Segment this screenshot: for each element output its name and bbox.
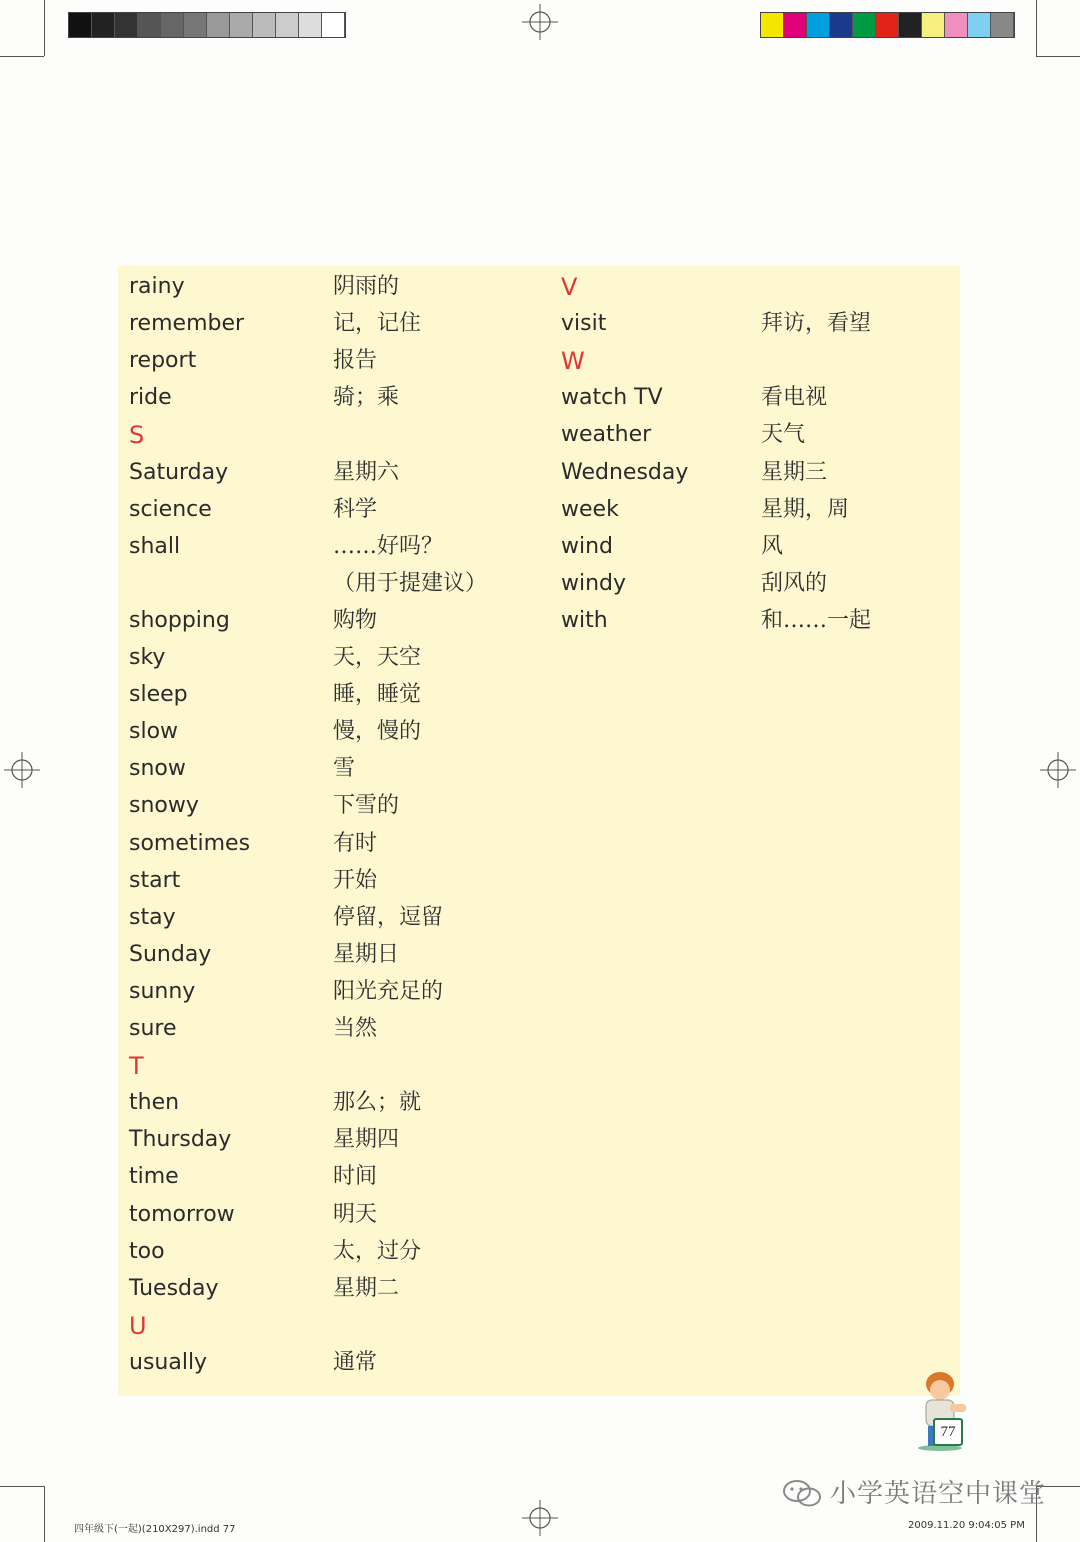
registration-mark-icon xyxy=(522,4,558,40)
vocab-word: Tuesday xyxy=(129,1275,219,1301)
vocab-word: shall xyxy=(129,533,181,559)
vocab-word: report xyxy=(129,348,197,374)
vocab-meaning: 通常 xyxy=(333,1349,378,1375)
vocab-meaning: 天，天空 xyxy=(333,645,422,670)
crop-mark-icon xyxy=(0,56,44,57)
section-letter: V xyxy=(561,273,578,301)
vocab-meaning: 风 xyxy=(761,533,784,559)
vocab-word: shopping xyxy=(129,607,230,633)
vocab-word: with xyxy=(561,607,608,633)
vocab-meaning: 和……一起 xyxy=(761,607,872,633)
vocab-word: stay xyxy=(129,904,176,930)
footer-timestamp: 2009.11.20 9:04:05 PM xyxy=(908,1520,1025,1531)
vocab-meaning: 星期二 xyxy=(333,1275,400,1301)
vocab-word: sometimes xyxy=(129,830,251,856)
vocab-word: wind xyxy=(561,533,614,559)
vocab-word: Saturday xyxy=(129,459,229,485)
vocab-word: then xyxy=(129,1090,180,1116)
page-number: 77 xyxy=(933,1418,963,1446)
registration-mark-icon xyxy=(1040,752,1076,788)
vocab-word: rainy xyxy=(129,274,185,299)
vocab-meaning: 睡，睡觉 xyxy=(333,682,422,708)
vocab-meaning: 骑；乘 xyxy=(333,385,400,411)
footer-file-info: 四年级下(一起)(210X297).indd 77 xyxy=(74,1524,236,1535)
color-calibration-bar xyxy=(760,12,1015,38)
grayscale-calibration-bar xyxy=(68,12,346,38)
vocab-meaning: 时间 xyxy=(333,1164,378,1190)
vocab-word: Wednesday xyxy=(561,459,689,485)
vocab-word: slow xyxy=(129,719,179,745)
vocab-word: tomorrow xyxy=(129,1201,235,1227)
vocab-word: ride xyxy=(129,385,172,411)
vocab-word: start xyxy=(129,867,181,893)
vocab-meaning: 星期四 xyxy=(333,1127,400,1153)
vocab-meaning: 星期，周 xyxy=(761,496,850,522)
vocab-meaning: 天气 xyxy=(761,422,806,448)
crop-mark-icon xyxy=(44,1486,45,1542)
vocab-word: visit xyxy=(561,311,607,337)
vocab-meaning: 停留，逗留 xyxy=(333,904,444,930)
vocab-meaning: 明天 xyxy=(333,1201,378,1227)
vocab-word: sunny xyxy=(129,978,196,1004)
vocab-meaning: 拜访，看望 xyxy=(761,311,872,337)
vocab-word: snowy xyxy=(129,793,199,819)
vocab-word: sleep xyxy=(129,682,188,708)
vocab-meaning: 星期三 xyxy=(761,459,828,485)
section-letter: T xyxy=(129,1052,144,1081)
vocab-meaning: 那么；就 xyxy=(333,1090,422,1116)
vocab-meaning: 雪 xyxy=(333,756,356,782)
vocab-meaning: 阴雨的 xyxy=(333,274,400,299)
vocab-word: weather xyxy=(561,422,652,448)
watermark xyxy=(782,1474,1046,1514)
vocab-meaning: 报告 xyxy=(333,348,378,374)
vocab-meaning: 开始 xyxy=(333,867,378,893)
crop-mark-icon xyxy=(0,1486,44,1487)
vocab-word: science xyxy=(129,496,212,522)
section-letter: S xyxy=(129,421,145,450)
vocab-meaning: 阳光充足的 xyxy=(333,978,444,1004)
vocab-word: week xyxy=(561,496,619,522)
vocab-word: usually xyxy=(129,1349,208,1375)
watermark-text: 小学英语空中课堂 xyxy=(830,1479,1047,1509)
vocab-meaning: 有时 xyxy=(333,830,378,856)
vocab-meaning: ……好吗？ xyxy=(333,533,444,559)
section-letter: U xyxy=(129,1311,147,1340)
vocab-word: sure xyxy=(129,1016,177,1041)
vocab-meaning: 购物 xyxy=(333,607,378,633)
wechat-icon xyxy=(782,1478,822,1510)
vocab-word: Sunday xyxy=(129,941,212,967)
vocab-meaning: 下雪的 xyxy=(333,793,400,819)
vocab-meaning: （用于提建议） xyxy=(333,570,488,596)
crop-mark-icon xyxy=(44,0,45,56)
vocab-word: watch TV xyxy=(561,385,663,411)
crop-mark-icon xyxy=(1036,56,1080,57)
vocab-meaning: 慢，慢的 xyxy=(333,719,422,745)
vocab-meaning: 星期日 xyxy=(333,941,400,967)
vocab-word: sky xyxy=(129,645,166,670)
registration-mark-icon xyxy=(522,1500,558,1536)
vocab-meaning: 看电视 xyxy=(761,385,828,411)
vocab-meaning: 当然 xyxy=(333,1016,378,1041)
vocab-word: snow xyxy=(129,756,186,782)
vocab-word: remember xyxy=(129,311,245,337)
section-letter: W xyxy=(561,347,585,376)
vocab-meaning: 科学 xyxy=(333,496,378,522)
vocab-word: Thursday xyxy=(129,1127,232,1153)
vocab-meaning: 刮风的 xyxy=(761,570,828,596)
vocab-meaning: 星期六 xyxy=(333,459,400,485)
vocabulary-panel xyxy=(118,266,960,1396)
vocab-word: time xyxy=(129,1164,179,1190)
registration-mark-icon xyxy=(4,752,40,788)
vocab-word: too xyxy=(129,1238,165,1264)
crop-mark-icon xyxy=(1036,0,1037,56)
vocab-meaning: 记，记住 xyxy=(333,311,422,337)
vocab-word: windy xyxy=(561,570,627,596)
vocab-meaning: 太，过分 xyxy=(333,1238,422,1264)
